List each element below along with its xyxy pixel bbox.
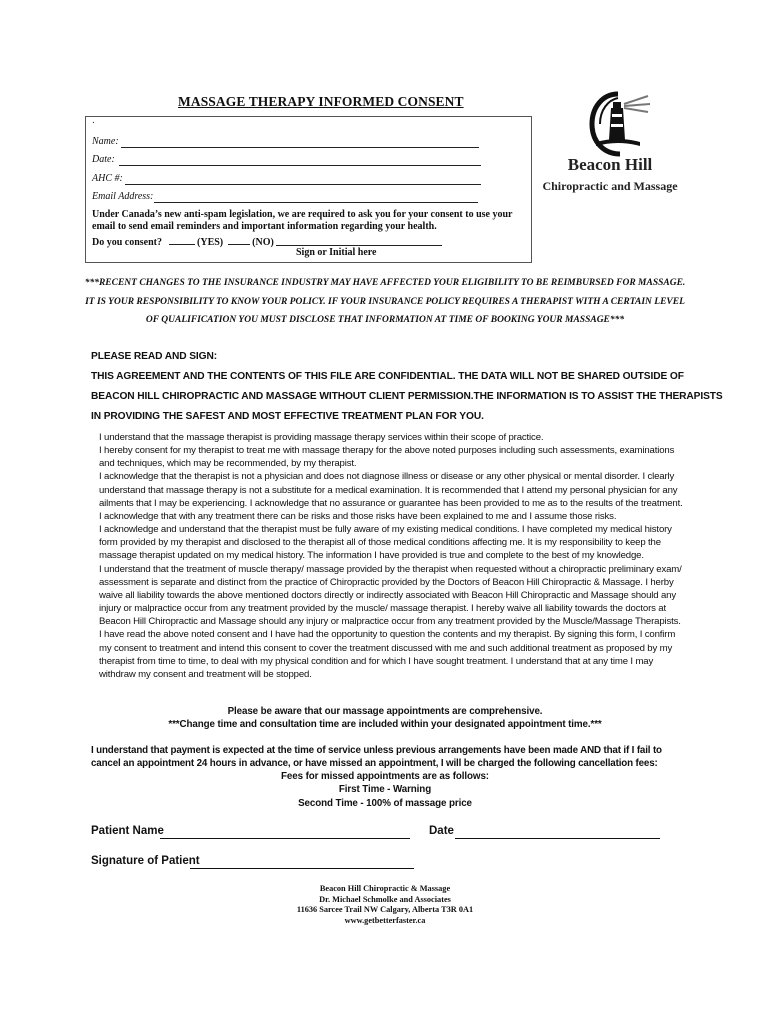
date-field[interactable] [92, 154, 115, 165]
name-line[interactable] [121, 147, 479, 148]
paragraph-consent: I hereby consent for my therapist to treat me with massage therapy for the above noted purposes including such assessments, examinations and techniques, which may be recommended, by my therapist. [99, 445, 675, 470]
lighthouse-icon [578, 88, 658, 158]
paragraph-not-physician: I acknowledge that the therapist is not a physician and does not diagnose illness or disease or any other physical or mental disorder. I clearly understand that massage therapy is not a substitute for a medical examination. It is recommended that I attend my personal physician for any ailments that I may be experiencing. I acknowledge that no assurance or guarantee has been provided to me as to the results of the treatment. I acknowledge that with any treatment there can be risks and those risks have been explained to me and I assume those risks. [99, 471, 683, 522]
ahc-label: AHC #: [92, 173, 123, 184]
paragraph-read-consent: I have read the above noted consent and I have had the opportunity to question the contents and my therapist. By signing this form, I confirm my consent to treatment and intend this consent to cover the treatment discussed with me and such additional treatment as proposed by my therapist from time to time, to deal with my physical condition and for which I have sought treatment. I understand that at any time I may withdraw my consent and treatment will be stopped. [99, 629, 676, 680]
yes-blank[interactable] [169, 235, 195, 245]
paragraph-scope: I understand that the massage therapist is providing massage therapy services within their scope of practice. [99, 432, 544, 443]
consent-paragraphs [91, 431, 686, 681]
fee-first-time: First Time - Warning [338, 784, 432, 795]
fees-title: Fees for missed appointments are as follows: [281, 771, 489, 782]
paragraph-medical-history: I acknowledge and understand that the therapist must be fully aware of my existing medical conditions. I have completed my medical history form provided by my therapist and disclosed to the therapist all of those medical conditions affecting me. It is my responsibility to keep the massage therapist updated on my medical history. The information I have provided is true and complete to the best of my knowledge. [99, 524, 672, 562]
brand-block [530, 155, 690, 194]
date-line[interactable] [119, 165, 481, 166]
consent-question-row [92, 235, 274, 248]
ahc-field[interactable] [92, 173, 123, 184]
name-label: Name: [92, 136, 119, 147]
notice-line-2: IT IS YOUR RESPONSIBILITY TO KNOW YOUR POLICY. IF YOUR INSURANCE POLICY REQUIRES A THERAPIST WITH A CERTAIN LEVEL [85, 297, 685, 307]
email-field[interactable] [92, 191, 153, 202]
footer-line-2: Dr. Michael Schmolke and Associates [319, 894, 451, 904]
footer-line-3: 11636 Sarcee Trail NW Calgary, Alberta T3R 0A1 [296, 905, 474, 914]
appointments-line-1: Please be aware that our massage appointments are comprehensive. [227, 706, 543, 717]
no-blank[interactable] [228, 235, 250, 245]
paragraph-liability: I understand that the treatment of muscle therapy/ massage provided by the therapist when requested without a chiropractic preliminary exam/ assessment is separate and distinct from the practice of Chiropractic provided by the Doctors of Beacon Hill Chiropractic & Massage. I herby waive all liability towards the above mentioned doctors directly or indirectly associated with Beacon Hill Chiropractic and Massage should any injury or malpractice occur from any treatment provided by the muscle/ massage therapist. I hereby waive all liability towards the doctors at Beacon Hill Chiropractic and Massage should any injury or malpractice occur from any treatment provided by the Muscle/Massage Therapists. [99, 563, 682, 628]
date-label: Date [429, 825, 454, 837]
sign-or-initial-label: Sign or Initial here [296, 247, 377, 258]
appointments-line-2: ***Change time and consultation time are included within your designated appointment time.*** [168, 719, 602, 730]
footer-website[interactable]: www.getbetterfaster.ca [344, 915, 426, 925]
agreement-line-1: THIS AGREEMENT AND THE CONTENTS OF THIS FILE ARE CONFIDENTIAL. THE DATA WILL NOT BE SHARED OUTSIDE OF [91, 371, 684, 382]
agreement-line-2: BEACON HILL CHIROPRACTIC AND MASSAGE WITHOUT CLIENT PERMISSION.THE INFORMATION IS TO ASSIST THE THERAPISTS [91, 391, 723, 402]
initial-line[interactable] [276, 245, 442, 246]
no-label: (NO) [252, 237, 274, 248]
brand-name: Beacon Hill [567, 155, 653, 174]
brand-subtitle: Chiropractic and Massage [542, 179, 678, 193]
payment-text: I understand that payment is expected at the time of service unless previous arrangements have been made AND that if I fail to cancel an appointment 24 hours in advance, or have missed an appointment, I will be charged the following cancellation fees: [91, 745, 662, 769]
patient-name-label: Patient Name [91, 825, 164, 837]
read-and-sign-heading: PLEASE READ AND SIGN: [91, 351, 218, 362]
stray-dot: . [92, 115, 95, 126]
name-field[interactable] [92, 136, 119, 147]
footer-address [0, 884, 770, 926]
email-label: Email Address: [92, 191, 154, 202]
signature-of-patient-label: Signature of Patient [91, 855, 200, 867]
footer-line-1: Beacon Hill Chiropractic & Massage [319, 884, 451, 893]
signature-line[interactable] [190, 868, 414, 869]
patient-name-line[interactable] [160, 838, 410, 839]
ahc-line[interactable] [125, 184, 481, 185]
date-line[interactable] [455, 838, 660, 839]
agreement-line-3: IN PROVIDING THE SAFEST AND MOST EFFECTIVE TREATMENT PLAN FOR YOU. [91, 411, 484, 422]
email-line[interactable] [154, 202, 478, 203]
yes-label: (YES) [197, 237, 224, 248]
date-label: Date: [92, 154, 115, 165]
anti-spam-consent-text: Under Canada’s new anti-spam legislation, we are required to ask you for your consent to use your email to send email reminders and important information regarding your health. [92, 209, 513, 232]
fee-second-time: Second Time - 100% of massage price [298, 798, 472, 809]
notice-line-3: OF QUALIFICATION YOU MUST DISCLOSE THAT INFORMATION AT TIME OF BOOKING YOUR MASSAGE*** [145, 315, 625, 325]
client-info-box [85, 116, 532, 263]
form-title: MASSAGE THERAPY INFORMED CONSENT [178, 94, 464, 109]
consent-question: Do you consent? [92, 237, 163, 248]
notice-line-1: ***RECENT CHANGES TO THE INSURANCE INDUSTRY MAY HAVE AFFECTED YOUR ELIGIBILITY TO BE REIMBURSED FOR MASSAGE. [84, 278, 686, 288]
